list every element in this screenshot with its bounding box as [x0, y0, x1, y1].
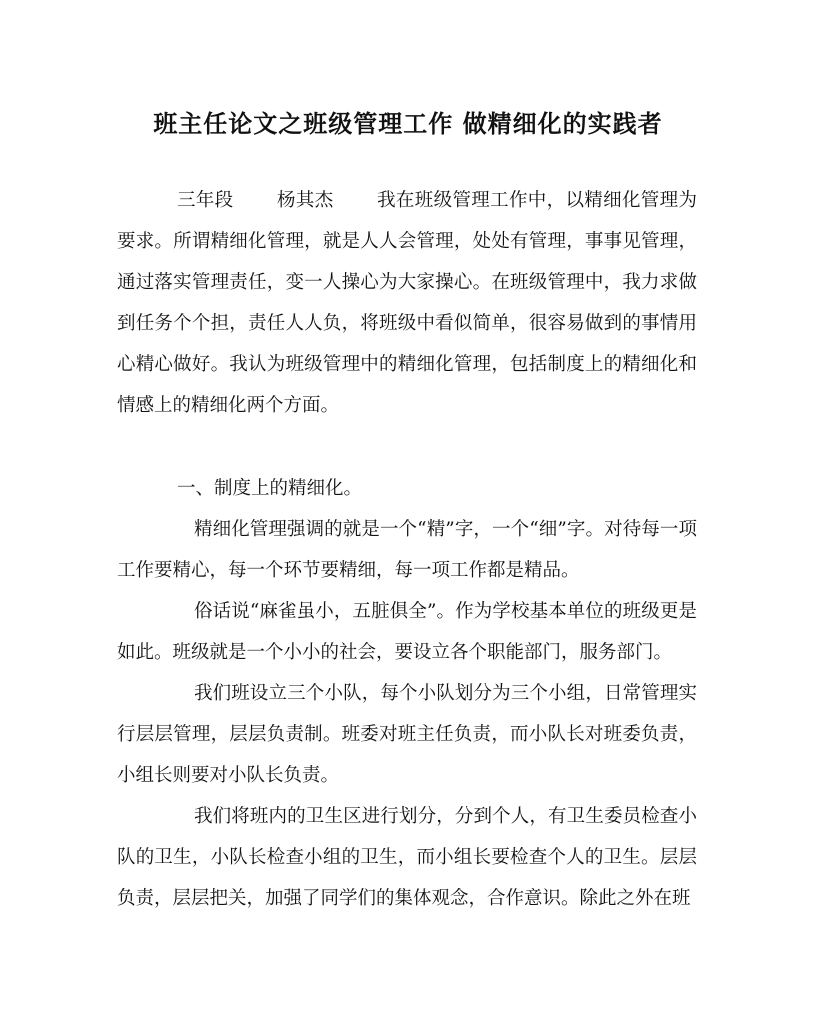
body-paragraph: 精细化管理强调的就是一个“精”字，一个“细”字。对待每一项工作要精心，每一个环节要精细，每一项工作都是精品。: [117, 519, 697, 581]
intro-paragraph: [117, 180, 697, 426]
body-paragraph: 我们班设立三个小队，每个小队划分为三个小组，日常管理实行层层管理，层层负责制。班委对班主任负责，而小队长对班委负责，小组长则要对小队长负责。: [117, 683, 697, 786]
byline-author: 杨其杰: [277, 190, 334, 211]
body-paragraph: 我们将班内的卫生区进行划分，分到个人，有卫生委员检查小队的卫生，小队长检查小组的卫生，而小组长要检查个人的卫生。层层负责，层层把关，加强了同学们的集体观念，合作意识。除此之外在班: [117, 806, 697, 909]
byline-grade: 三年段: [177, 190, 234, 211]
intro-text: 我在班级管理工作中，以精细化管理为要求。所谓精细化管理，就是人人会管理，处处有管理，事事见管理，通过落实管理责任，变一人操心为大家操心。在班级管理中，我力求做到任务个个担，责任人人负，将班级中看似简单，很容易做到的事情用心精心做好。我认为班级管理中的精细化管理，包括制度上的精细化和情感上的精细化两个方面。: [117, 190, 697, 416]
section-heading: 一、制度上的精细化。: [177, 478, 363, 499]
document-title: 班主任论文之班级管理工作 做精细化的实践者: [153, 109, 663, 138]
body-paragraph: 俗话说“麻雀虽小，五脏俱全”。作为学校基本单位的班级更是如此。班级就是一个小小的社会，要设立各个职能部门，服务部门。: [117, 601, 697, 663]
